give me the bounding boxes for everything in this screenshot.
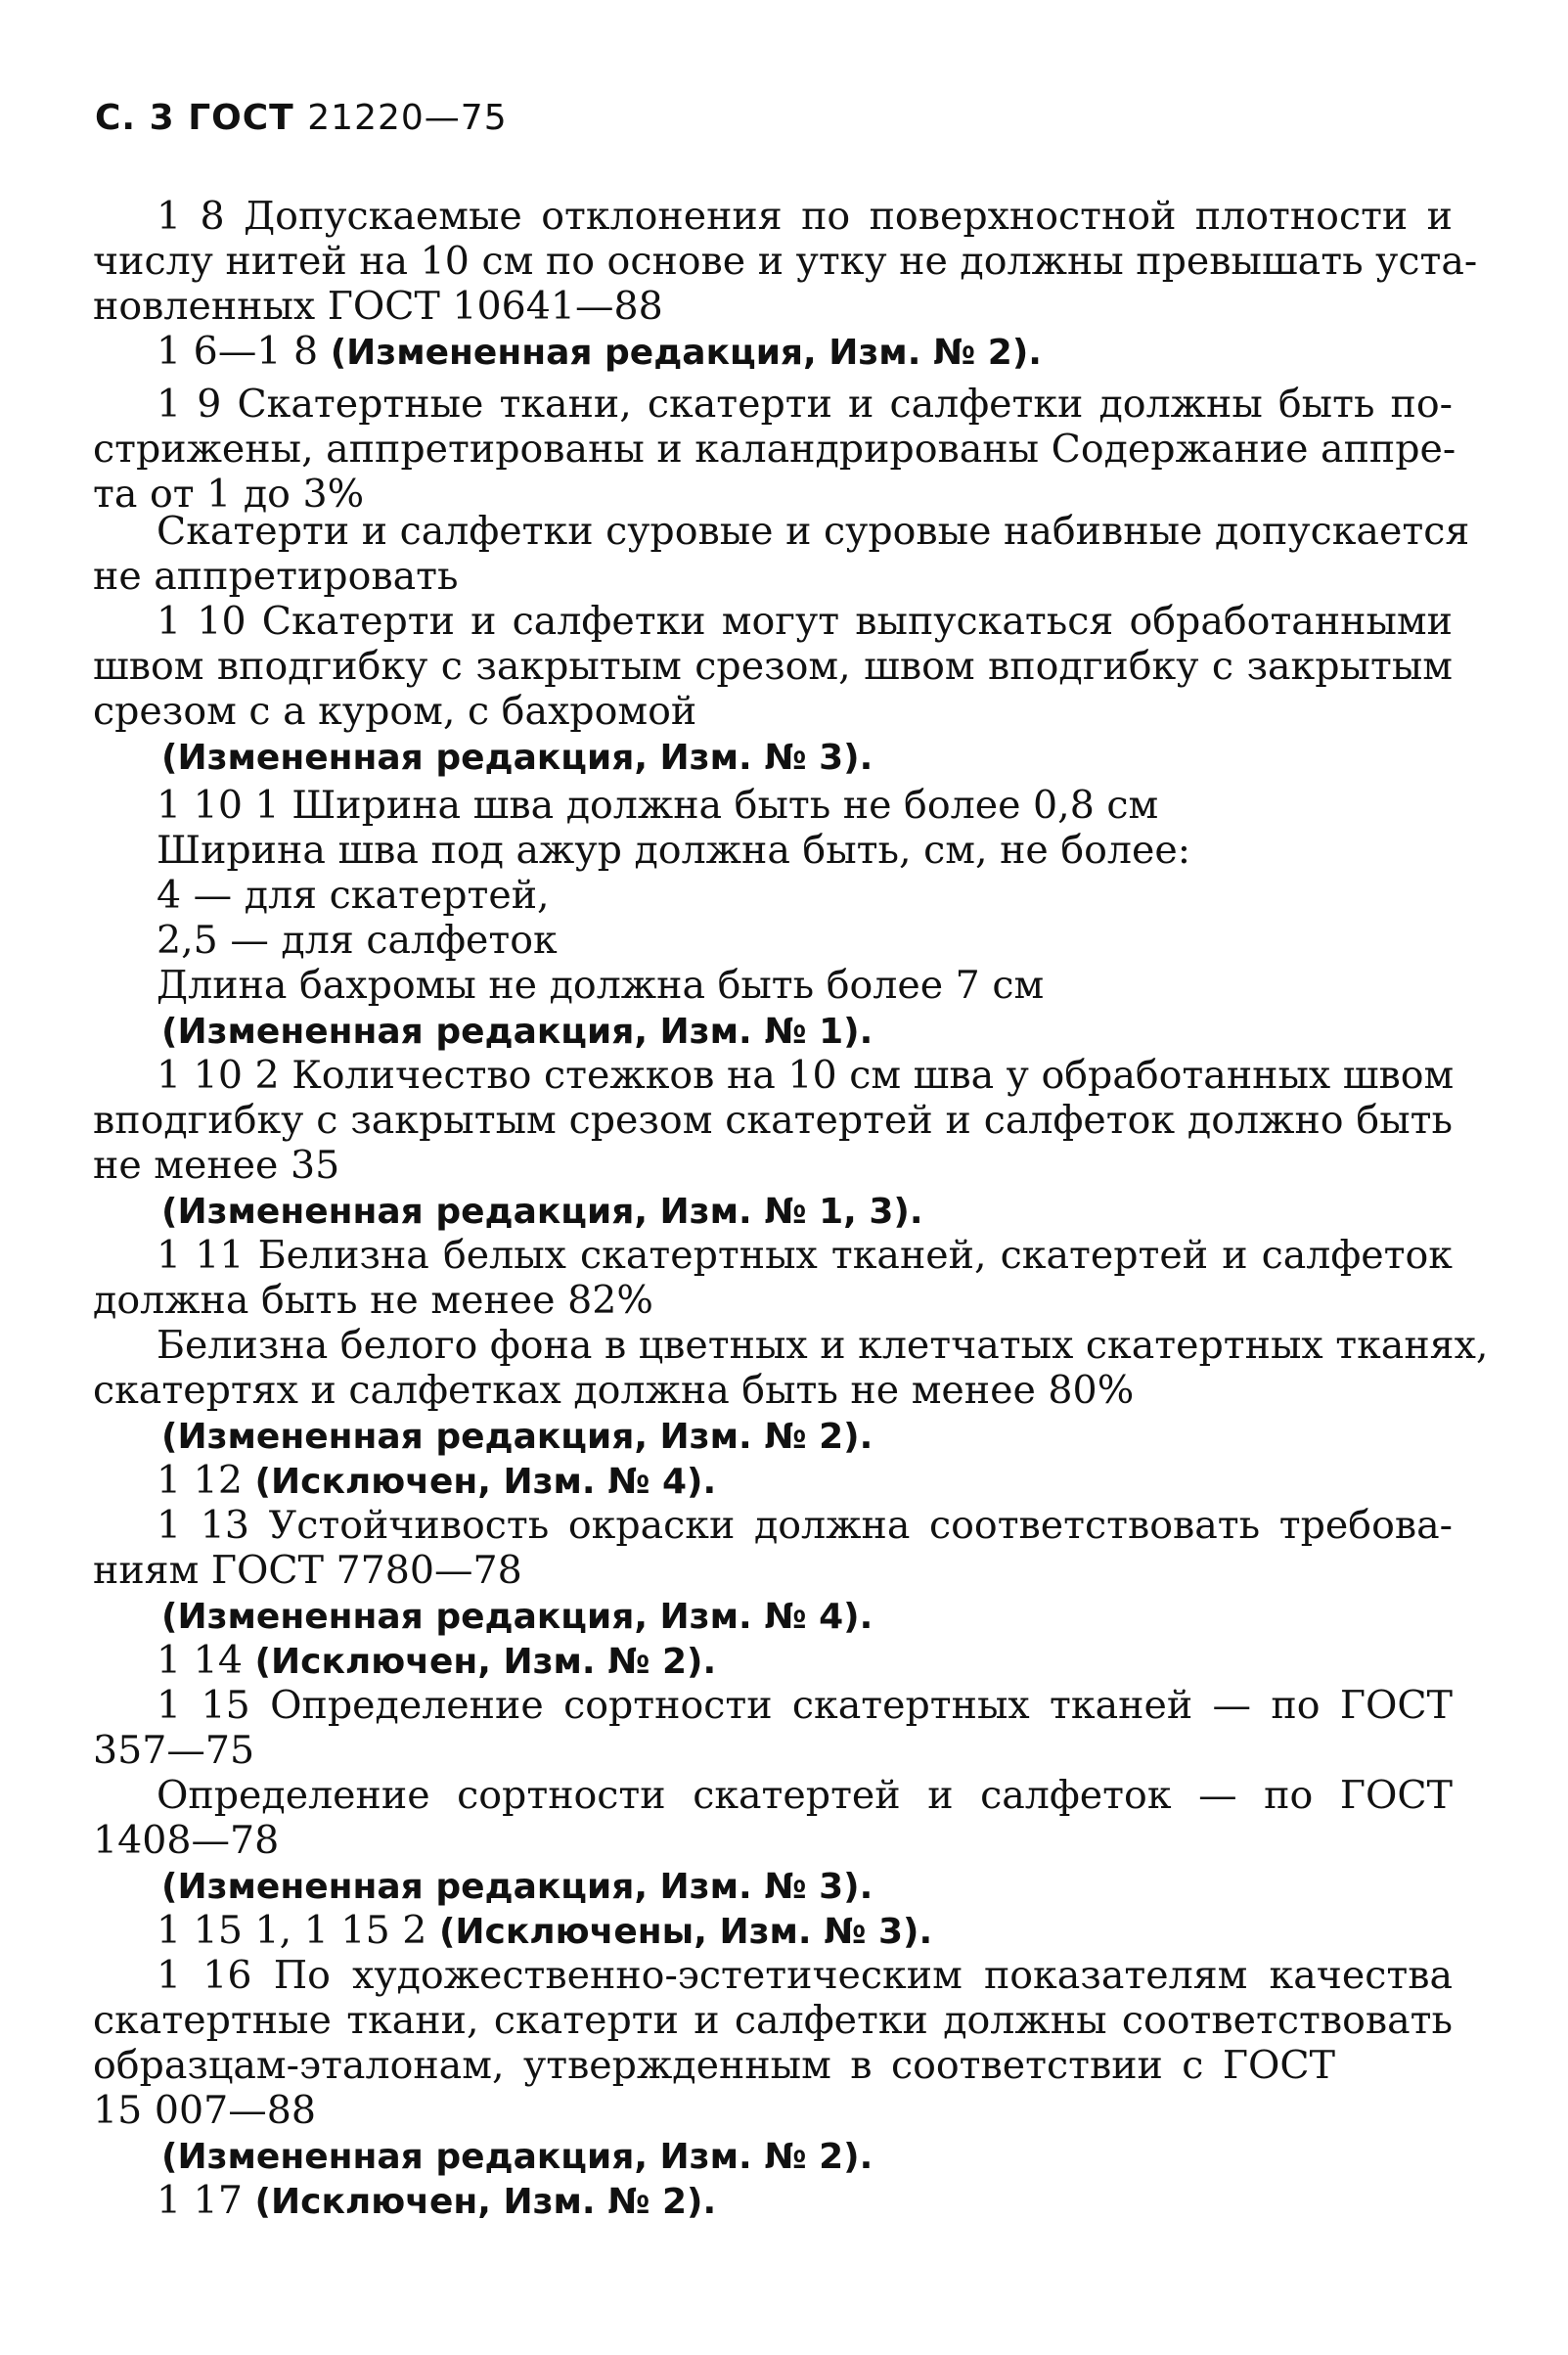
- amendment-note: (Измененная редакция, Изм. № 2).: [161, 1417, 874, 1457]
- amendment-note: 1 15 1, 1 15 2 (Исключены, Изм. № 3).: [157, 1908, 933, 1953]
- text-line: 1408—78: [93, 1818, 280, 1863]
- page-header: [95, 98, 508, 138]
- text-line: 1 9 Скатертные ткани, скатерти и салфетки должны быть по-: [157, 382, 1453, 427]
- text-line: Длина бахромы не должна быть более 7 см: [157, 963, 1045, 1008]
- amendment-note: (Измененная редакция, Изм. № 4).: [161, 1597, 874, 1637]
- text-line: Скатерти и салфетки суровые и суровые набивные допускается: [157, 509, 1470, 554]
- amendment-note: 1 6—1 8 (Измененная редакция, Изм. № 2).: [157, 329, 1042, 374]
- text-line: ниям ГОСТ 7780—78: [93, 1548, 522, 1593]
- text-line: та от 1 до 3%: [93, 472, 365, 517]
- text-line: Ширина шва под ажур должна быть, см, не более:: [157, 828, 1191, 873]
- text-line: 4 — для скатертей,: [157, 873, 550, 918]
- amendment-note: 1 14 (Исключен, Изм. № 2).: [157, 1638, 717, 1683]
- text-line: 1 11 Белизна белых скатертных тканей, скатертей и салфеток: [157, 1233, 1453, 1278]
- text-line: Белизна белого фона в цветных и клетчатых скатертных тканях,: [157, 1323, 1489, 1368]
- text-line: срезом с а куром, с бахромой: [93, 689, 697, 734]
- text-line: швом вподгибку с закрытым срезом, швом вподгибку с закрытым: [93, 644, 1453, 689]
- text-line: числу нитей на 10 см по основе и утку не должны превышать уста-: [93, 239, 1478, 284]
- text-line: скатертные ткани, скатерти и салфетки должны соответствовать: [93, 1998, 1453, 2043]
- amendment-note: (Измененная редакция, Изм. № 1).: [161, 1012, 874, 1052]
- text-line: 1 10 2 Количество стежков на 10 см шва у обработанных швом: [157, 1053, 1455, 1098]
- text-line: 1 10 1 Ширина шва должна быть не более 0,8 см: [157, 783, 1159, 828]
- amendment-note: (Измененная редакция, Изм. № 1, 3).: [161, 1192, 923, 1232]
- header-page-label: С. 3 ГОСТ: [95, 98, 294, 138]
- text-line: 357—75: [93, 1728, 255, 1773]
- amendment-note: (Измененная редакция, Изм. № 2).: [161, 2137, 874, 2177]
- text-line: скатертях и салфетках должна быть не менее 80%: [93, 1368, 1135, 1413]
- amendment-note: (Измененная редакция, Изм. № 3).: [161, 738, 874, 778]
- text-line: 1 10 Скатерти и салфетки могут выпускаться обработанными: [157, 599, 1453, 644]
- text-line: должна быть не менее 82%: [93, 1278, 653, 1323]
- amendment-note: 1 12 (Исключен, Изм. № 4).: [157, 1458, 717, 1503]
- text-line: вподгибку с закрытым срезом скатертей и салфеток должно быть: [93, 1098, 1453, 1143]
- text-line: 1 8 Допускаемые отклонения по поверхностной плотности и: [157, 194, 1453, 239]
- text-line: Определение сортности скатертей и салфеток — по ГОСТ: [157, 1773, 1453, 1818]
- text-line: 1 13 Устойчивость окраски должна соответствовать требова-: [157, 1503, 1453, 1548]
- text-line: новленных ГОСТ 10641—88: [93, 284, 663, 329]
- amendment-note: (Измененная редакция, Изм. № 3).: [161, 1867, 874, 1907]
- text-line: 2,5 — для салфеток: [157, 918, 558, 963]
- text-line: стрижены, аппретированы и каландрированы Содержание аппре-: [93, 427, 1456, 472]
- text-line: не менее 35: [93, 1143, 340, 1188]
- text-line: 1 15 Определение сортности скатертных тканей — по ГОСТ: [157, 1683, 1453, 1728]
- text-line: образцам-эталонам, утвержденным в соответствии с ГОСТ: [93, 2043, 1335, 2088]
- amendment-note: 1 17 (Исключен, Изм. № 2).: [157, 2178, 717, 2223]
- header-standard-number: 21220—75: [307, 98, 508, 138]
- text-line: не аппретировать: [93, 554, 459, 599]
- text-line: 15 007—88: [93, 2088, 316, 2133]
- text-line: 1 16 По художественно-эстетическим показателям качества: [157, 1953, 1453, 1998]
